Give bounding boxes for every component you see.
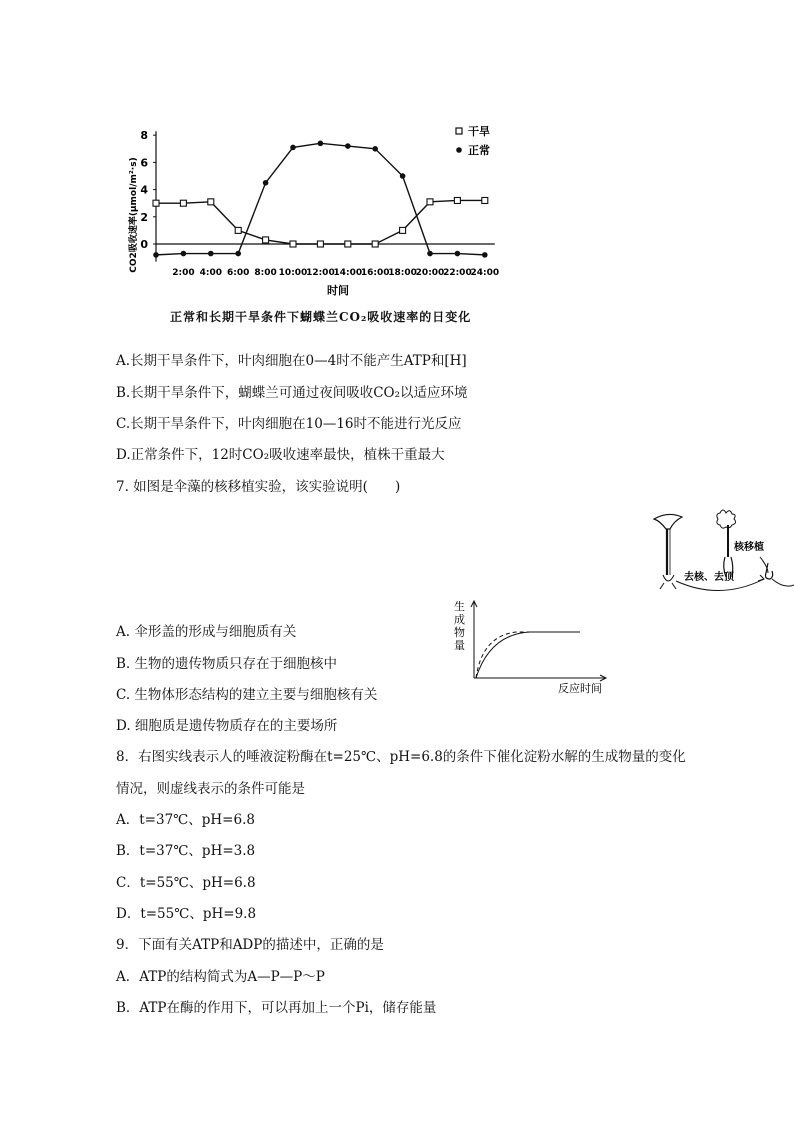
y-tick-label: 6 <box>140 156 148 170</box>
umbrella-cap-icon <box>654 514 682 529</box>
graph-ylabel-4: 量 <box>454 639 465 652</box>
product-amount-graph <box>450 598 615 698</box>
series-line-0 <box>156 200 485 244</box>
data-point-drought <box>208 199 214 205</box>
co2-chart <box>120 120 520 305</box>
x-tick-label: 10:00 <box>278 268 308 278</box>
graph-solid-curve <box>476 632 580 678</box>
legend-label-normal: 正常 <box>468 144 490 157</box>
data-point-normal <box>400 173 406 179</box>
label-remove-cap: 去核、去顶 <box>684 572 734 583</box>
x-tick-label: 14:00 <box>333 268 363 278</box>
graph-dashed-curve <box>476 632 540 678</box>
q6-option-d: D.正常条件下，12时CO₂吸收速率最快，植株干重最大 <box>116 447 445 463</box>
q8-stem-line2: 情况，则虚线表示的条件可能是 <box>116 781 305 797</box>
y-tick-label: 0 <box>140 238 148 251</box>
data-point-normal <box>345 143 351 149</box>
x-tick-label: 4:00 <box>199 268 222 278</box>
data-point-drought <box>317 241 323 247</box>
x-tick-label: 24:00 <box>470 268 500 278</box>
target-stalk-icon <box>766 563 773 579</box>
q8-option-d: D．t=55℃、pH=9.8 <box>116 906 257 922</box>
data-point-drought <box>180 200 186 206</box>
series-line-1 <box>156 143 485 255</box>
x-tick-label: 6:00 <box>227 268 250 278</box>
data-point-drought <box>454 197 460 203</box>
data-point-normal <box>208 251 214 257</box>
data-point-drought <box>290 241 296 247</box>
x-tick-label: 22:00 <box>443 268 472 278</box>
graph-xlabel: 反应时间 <box>558 682 602 695</box>
q9-option-b: B．ATP在酶的作用下，可以再加上一个Pi，储存能量 <box>116 1000 437 1016</box>
data-point-normal <box>482 252 488 258</box>
legend-label-drought: 干旱 <box>468 125 490 138</box>
data-point-normal <box>235 251 241 257</box>
data-point-normal <box>427 251 433 257</box>
data-point-drought <box>153 200 159 206</box>
data-point-drought <box>372 241 378 247</box>
q7-option-d: D. 细胞质是遗传物质存在的主要场所 <box>116 718 338 734</box>
data-point-drought <box>235 227 241 233</box>
data-point-normal <box>455 251 461 257</box>
data-point-drought <box>427 199 433 205</box>
acetabularia-figure <box>640 505 794 595</box>
right-curve-line <box>772 579 794 586</box>
flower-cap-icon <box>717 510 736 528</box>
data-point-drought <box>400 227 406 233</box>
legend-marker-normal <box>456 147 462 153</box>
data-point-drought <box>345 241 351 247</box>
q7-option-c: C. 生物体形态结构的建立主要与细胞核有关 <box>116 687 378 703</box>
y-tick-label: 4 <box>140 183 148 197</box>
q8-stem-line1: 8．右图实线表示人的唾液淀粉酶在t=25℃、pH=6.8的条件下催化淀粉水解的生成物量的变化 <box>116 749 686 765</box>
chart-ylabel: CO2吸收速率(μmol/m²·s) <box>129 157 139 273</box>
graph-ylabel-1: 生 <box>454 600 465 613</box>
x-tick-label: 18:00 <box>388 268 417 278</box>
data-point-normal <box>263 180 269 186</box>
x-tick-label: 12:00 <box>306 268 335 278</box>
q7-option-a: A. 伞形盖的形成与细胞质有关 <box>116 624 297 640</box>
chart-legend <box>456 124 490 157</box>
graph-ylabel-2: 成 <box>454 613 465 626</box>
y-tick-label: 8 <box>140 129 148 143</box>
data-point-normal <box>318 141 324 147</box>
q7-stem: 7. 如图是伞藻的核移植实验，该实验说明( ) <box>116 479 401 495</box>
q9-stem: 9．下面有关ATP和ADP的描述中，正确的是 <box>116 937 384 953</box>
q7-option-b: B. 生物的遗传物质只存在于细胞核中 <box>116 656 338 672</box>
legend-marker-drought <box>456 128 462 134</box>
q6-option-b: B.长期干旱条件下，蝴蝶兰可通过夜间吸收CO₂以适应环境 <box>116 385 468 401</box>
label-transplant: 核移植 <box>734 542 764 553</box>
left-rhizoid-icon <box>660 575 676 589</box>
chart-xlabel: 时间 <box>327 284 349 297</box>
data-point-drought <box>482 197 488 203</box>
x-tick-label: 8:00 <box>254 268 277 278</box>
y-tick-label: 2 <box>140 210 148 224</box>
data-point-normal <box>372 146 378 152</box>
q6-option-a: A.长期干旱条件下，叶肉细胞在0—4时不能产生ATP和[H] <box>116 353 467 369</box>
figure1-caption: 正常和长期干旱条件下蝴蝶兰CO₂吸收速率的日变化 <box>170 310 472 324</box>
q8-option-b: B．t=37℃、pH=3.8 <box>116 843 256 859</box>
data-point-normal <box>153 252 159 258</box>
q8-option-a: A．t=37℃、pH=6.8 <box>116 812 255 828</box>
data-point-normal <box>181 251 187 257</box>
q8-option-c: C．t=55℃、pH=6.8 <box>116 875 256 891</box>
x-tick-label: 20:00 <box>415 268 445 278</box>
q6-option-c: C.长期干旱条件下，叶肉细胞在10—16时不能进行光反应 <box>116 416 462 432</box>
data-point-normal <box>290 145 296 151</box>
x-tick-label: 16:00 <box>360 268 390 278</box>
x-tick-label: 2:00 <box>172 268 195 278</box>
data-point-drought <box>263 237 269 243</box>
graph-ylabel-3: 物 <box>454 626 465 639</box>
q9-option-a: A．ATP的结构简式为A—P—P～P <box>116 969 325 985</box>
